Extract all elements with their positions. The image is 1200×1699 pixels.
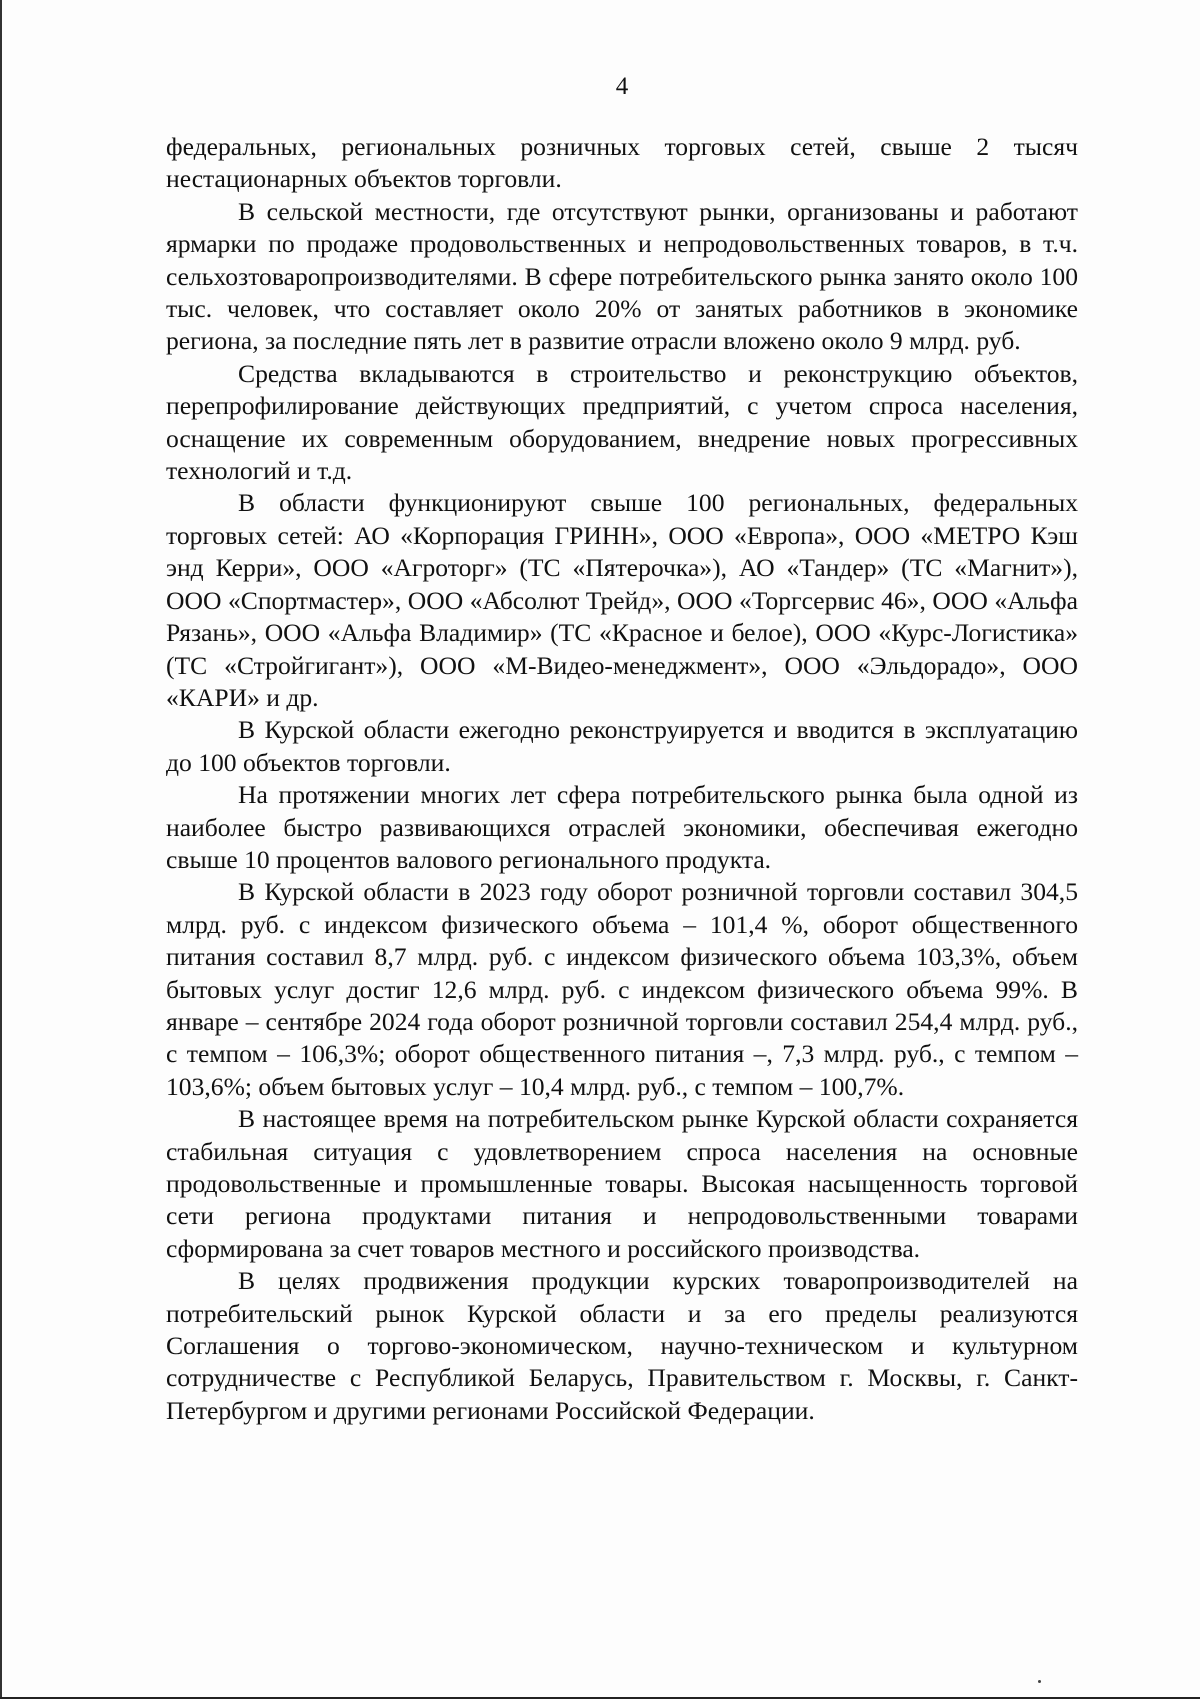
- scan-left-edge: [0, 0, 2, 1699]
- paragraph-investment: Средства вкладываются в строительство и реконструкцию объектов, перепрофилирование действующих предприятий, с учетом спроса населения, оснащение их современным оборудованием, внедрение новых прогрессивных технологий и т.д.: [166, 358, 1078, 486]
- paragraph-market-growth: На протяжении многих лет сфера потребительского рынка была одной из наиболее быстро развивающихся отраслей экономики, обеспечивая ежегодно свыше 10 процентов валового регионального продукта.: [166, 780, 1078, 874]
- page-number: 4: [615, 73, 629, 100]
- paragraph-agreements: В целях продвижения продукции курских товаропроизводителей на потребительский рынок Курской области и за его пределы реализуются Соглашения о торгово-экономическом, научно-техническом и культурном сотрудничестве с Республикой Беларусь, Правительством г. Москвы, г. Санкт-Петербургом и другими регионами Российской Федерации.: [166, 1266, 1078, 1425]
- paragraph-turnover-stats: В Курской области в 2023 году оборот розничной торговли составил 304,5 млрд. руб. с индексом физического объема – 101,4 %, оборот общественного питания составил 8,7 млрд. руб. с индексом физического объема 103,3%, объем бытовых услуг достиг 12,6 млрд. руб. с индексом физического объема 99%. В январе – сентябре 2024 года оборот розничной торговли составил 254,4 млрд. руб., с темпом – 106,3%; оборот общественного питания –, 7,3 млрд. руб., с темпом – 103,6%; объем бытовых услуг – 10,4 млрд. руб., с темпом – 100,7%.: [166, 877, 1078, 1101]
- paragraph-rural-fairs: В сельской местности, где отсутствуют рынки, организованы и работают ярмарки по продаже продовольственных и непродовольственных товаров, в т.ч. сельхозтоваропроизводителями. В сфере потребительского рынка занято около 100 тыс. человек, что составляет около 20% от занятых работников в экономике региона, за последние пять лет в развитие отрасли вложено около 9 млрд. руб.: [166, 196, 1078, 356]
- paragraph-retail-chains: В области функционируют свыше 100 региональных, федеральных торговых сетей: АО «Корпорация ГРИНН», ООО «Европа», ООО «МЕТРО Кэш энд Керри», ООО «Агроторг» (ТС «Пятерочка»), АО «Тандер» (ТС «Магнит»), ООО «Спортмастер», ООО «Абсолют Трейд», ООО «Торгсервис 46», ООО «Альфа Рязань», ООО «Альфа Владимир» (ТС «Красное и белое), ООО «Курс-Логистика» (ТС «Стройгигант»), ООО «М-Видео-менеджмент», ООО «Эльдорадо», ООО «КАРИ» и др.: [166, 488, 1078, 712]
- document-body: [166, 131, 1078, 1427]
- paragraph-market-stability: В настоящее время на потребительском рынке Курской области сохраняется стабильная ситуация с удовлетворением спроса населения на основные продовольственные и промышленные товары. Высокая насыщенность торговой сети региона продуктами питания и непродовольственными товарами сформирована за счет товаров местного и российского производства.: [166, 1104, 1078, 1263]
- paragraph-continuation: федеральных, региональных розничных торговых сетей, свыше 2 тысяч нестационарных объектов торговли.: [166, 132, 1078, 194]
- scan-speck: [1038, 1680, 1041, 1683]
- paragraph-reconstruction: В Курской области ежегодно реконструируется и вводится в эксплуатацию до 100 объектов торговли.: [166, 715, 1078, 777]
